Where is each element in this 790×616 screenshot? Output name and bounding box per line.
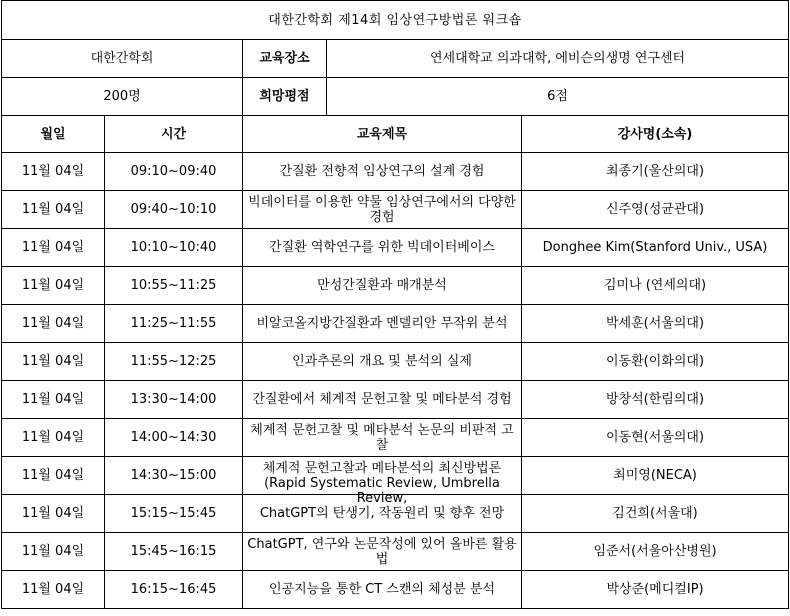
session-topic: 체계적 문헌고찰 및 메타분석 논문의 비판적 고찰 (250, 422, 514, 453)
session-date: 11월 04일 (21, 430, 85, 445)
session-date-cell (2, 305, 105, 343)
session-speaker-cell (522, 305, 789, 343)
session-topic-cell (243, 267, 522, 305)
session-time: 13:30~14:00 (130, 392, 217, 407)
session-time: 14:00~14:30 (130, 430, 217, 445)
session-date: 11월 04일 (21, 202, 85, 217)
session-speaker-cell (522, 457, 789, 495)
table-row (2, 191, 789, 229)
session-speaker: Donghee Kim(Stanford Univ., USA) (542, 240, 768, 255)
session-topic-cell (243, 457, 522, 506)
session-topic: 비알코올지방간질환과 멘델리안 무작위 분석 (256, 316, 508, 331)
column-header-speaker: 강사명(소속) (522, 116, 789, 153)
session-time: 10:55~11:25 (130, 278, 217, 293)
column-header-date: 월일 (2, 116, 105, 153)
session-speaker-cell (522, 343, 789, 381)
column-header-time: 시간 (105, 116, 243, 153)
table-row (2, 343, 789, 381)
session-time-cell (105, 153, 243, 191)
session-speaker: 최미영(NECA) (613, 468, 697, 483)
info-row-venue (2, 40, 789, 78)
session-speaker: 방창석(한림의대) (605, 392, 705, 407)
session-date-cell (2, 191, 105, 229)
session-date: 11월 04일 (21, 544, 85, 559)
session-date: 11월 04일 (21, 278, 85, 293)
session-topic: 간질환 역학연구를 위한 빅데이터베이스 (269, 240, 495, 255)
session-time: 11:55~12:25 (130, 354, 217, 369)
session-speaker: 김건희(서울대) (612, 506, 698, 521)
table-row (2, 267, 789, 305)
session-topic-cell (243, 533, 522, 571)
column-header-topic: 교육제목 (243, 116, 522, 153)
table-row (2, 305, 789, 343)
session-time-cell (105, 457, 243, 495)
session-topic: 만성간질환과 매개분석 (317, 278, 447, 293)
session-date-cell (2, 457, 105, 495)
session-date-cell (2, 381, 105, 419)
venue-label: 교육장소 (243, 40, 327, 78)
session-topic-cell (243, 305, 522, 343)
session-speaker-cell (522, 229, 789, 267)
session-date: 11월 04일 (21, 240, 85, 255)
session-date-cell (2, 229, 105, 267)
session-date-cell (2, 419, 105, 457)
session-speaker: 최종기(울산의대) (605, 164, 705, 179)
table-row (2, 419, 789, 457)
table-row (2, 381, 789, 419)
session-topic: 간질환 전향적 임상연구의 설계 경험 (279, 164, 485, 179)
session-date-cell (2, 533, 105, 571)
session-topic: 간질환에서 체계적 문헌고찰 및 메타분석 경험 (252, 392, 512, 407)
session-time-cell (105, 381, 243, 419)
session-topic: ChatGPT, 연구와 논문작성에 있어 올바른 활용법 (247, 536, 517, 567)
table-row (2, 533, 789, 571)
session-date: 11월 04일 (21, 582, 85, 597)
session-speaker-cell (522, 533, 789, 571)
session-speaker: 임준서(서울아산병원) (593, 544, 717, 559)
session-topic-cell (243, 571, 522, 609)
session-speaker: 이동환(이화의대) (605, 354, 705, 369)
session-date-cell (2, 267, 105, 305)
session-date: 11월 04일 (21, 164, 85, 179)
session-topic-cell (243, 191, 522, 229)
session-speaker-cell (522, 381, 789, 419)
session-rows (2, 153, 789, 609)
table-row (2, 457, 789, 495)
rating-label: 희망평점 (243, 78, 327, 116)
session-speaker-cell (522, 191, 789, 229)
session-topic-cell (243, 229, 522, 267)
session-time: 09:40~10:10 (130, 202, 217, 217)
capacity-value: 200명 (2, 78, 243, 116)
session-topic-cell (243, 153, 522, 191)
session-time: 15:15~15:45 (130, 506, 217, 521)
session-time: 15:45~16:15 (130, 544, 217, 559)
session-speaker-cell (522, 419, 789, 457)
info-row-capacity (2, 78, 789, 116)
session-time-cell (105, 419, 243, 457)
session-topic-cell (243, 381, 522, 419)
session-speaker: 김미나 (연세의대) (603, 278, 707, 293)
title-row (2, 1, 789, 40)
session-time-cell (105, 191, 243, 229)
organizer-value: 대한간학회 (2, 40, 243, 78)
schedule-table (1, 0, 789, 609)
session-topic: 인과추론의 개요 및 분석의 실제 (292, 354, 472, 369)
session-speaker-cell (522, 571, 789, 609)
session-topic-cell (243, 343, 522, 381)
session-time-cell (105, 267, 243, 305)
session-topic: ChatGPT의 탄생기, 작동원리 및 향후 전망 (259, 506, 505, 521)
session-date: 11월 04일 (21, 392, 85, 407)
page-title: 대한간학회 제14회 임상연구방법론 워크숍 (2, 1, 789, 40)
session-time: 11:25~11:55 (130, 316, 217, 331)
session-time-cell (105, 229, 243, 267)
session-time-cell (105, 305, 243, 343)
column-header-row (2, 116, 789, 153)
table-row (2, 153, 789, 191)
session-time: 09:10~09:40 (130, 164, 217, 179)
session-speaker-cell (522, 267, 789, 305)
session-time-cell (105, 495, 243, 533)
session-time-cell (105, 571, 243, 609)
session-time-cell (105, 533, 243, 571)
session-speaker: 이동현(서울의대) (605, 430, 705, 445)
session-date-cell (2, 571, 105, 609)
session-date: 11월 04일 (21, 468, 85, 483)
session-date: 11월 04일 (21, 354, 85, 369)
session-date-cell (2, 495, 105, 533)
session-date: 11월 04일 (21, 316, 85, 331)
session-date-cell (2, 343, 105, 381)
session-speaker: 박상준(메디컬IP) (606, 582, 704, 597)
session-speaker-cell (522, 153, 789, 191)
session-time: 14:30~15:00 (130, 468, 217, 483)
session-date-cell (2, 153, 105, 191)
table-row (2, 571, 789, 609)
session-topic: 체계적 문헌고찰과 메타분석의 최신방법론 (Rapid Systematic Review, Umbrella Review, (262, 460, 502, 506)
session-time-cell (105, 343, 243, 381)
table-row (2, 229, 789, 267)
session-topic: 인공지능을 통한 CT 스캔의 체성분 분석 (268, 582, 496, 597)
session-time: 16:15~16:45 (130, 582, 217, 597)
session-topic-cell (243, 419, 522, 457)
session-speaker-cell (522, 495, 789, 533)
venue-value: 연세대학교 의과대학, 에비슨의생명 연구센터 (327, 40, 789, 78)
session-speaker: 박세훈(서울의대) (605, 316, 705, 331)
rating-value: 6점 (327, 78, 789, 116)
session-topic: 빅데이터를 이용한 약물 임상연구에서의 다양한 경험 (248, 194, 516, 225)
session-speaker: 신주영(성균관대) (605, 202, 705, 217)
session-time: 10:10~10:40 (130, 240, 217, 255)
session-date: 11월 04일 (21, 506, 85, 521)
